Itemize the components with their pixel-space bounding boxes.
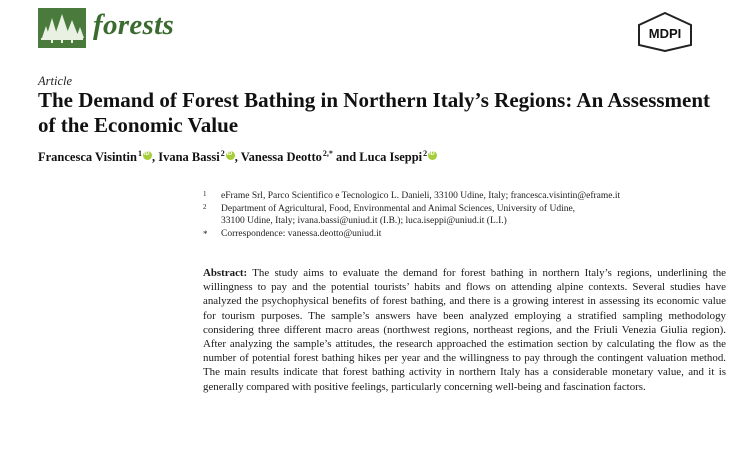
affiliation-text: 33100 Udine, Italy; ivana.bassi@uniud.it (I.B.); luca.iseppi@uniud.it (L.I.) (221, 216, 507, 226)
author-name[interactable]: Luca Iseppi (359, 150, 423, 164)
affiliation-item (203, 203, 723, 228)
correspondence-mark: * (203, 228, 208, 239)
affiliation-item (203, 190, 723, 203)
correspondence-item (203, 228, 723, 241)
affiliation-number: 2 (203, 202, 207, 211)
author-list (38, 149, 718, 165)
author-name[interactable]: Francesca Visintin (38, 150, 137, 164)
affiliation-mark: 1 (137, 149, 142, 158)
author-separator: and (332, 150, 360, 164)
journal-name[interactable]: forests (93, 9, 175, 41)
article-title: The Demand of Forest Bathing in Northern Italy’s Regions: An Assessment of the Economic Value (38, 88, 711, 137)
abstract (203, 266, 726, 394)
orcid-icon[interactable] (428, 151, 437, 160)
forest-trees-logo-icon (38, 8, 86, 48)
author-name[interactable]: Vanessa Deotto (240, 150, 322, 164)
abstract-label: Abstract: (203, 267, 248, 279)
affiliations (203, 190, 723, 240)
affiliation-mark: 2 (423, 149, 428, 158)
affiliation-text: Department of Agricultural, Food, Environmental and Animal Sciences, University of Udine, (221, 203, 576, 214)
journal-header (0, 0, 740, 60)
affiliation-mark: 2,* (322, 149, 333, 158)
affiliation-mark: 2 (220, 149, 225, 158)
author-separator: , (234, 150, 241, 164)
svg-text:MDPI: MDPI (648, 26, 682, 41)
author-separator: , (151, 150, 159, 164)
orcid-icon[interactable] (143, 151, 152, 160)
mdpi-logo[interactable] (636, 12, 694, 52)
correspondence-text: Correspondence: vanessa.deotto@uniud.it (221, 228, 382, 239)
author-name[interactable]: Ivana Bassi (158, 150, 220, 164)
orcid-icon[interactable] (226, 151, 235, 160)
abstract-text: The study aims to evaluate the demand for forest bathing in northern Italy’s regions, underlining the willingness to pay and the potential tourists’ habits and flows on attending alpine contexts. Several studies have analyzed the psychophysical benefits of forest bathing, and there is a growing interest in assessing its economic value for tourism purposes. The sample’s answers have been analyzed employing a stratified sampling methodology considering three different macro areas (northwest regions, northeast regions, and the Friuli Venezia Giulia region). After analyzing the sample’s attitudes, the research approached the estimation section by calculating the flow as the number of potential forest bathing hikes per year and the willingness to pay through the contingent valuation method. The main results indicate that forest bathing activity in northern Italy has a considerable monetary value, and it is generally compared with positive feelings, particularly concerning well-being and fascination factors. (203, 267, 726, 393)
article-type-label: Article (38, 74, 73, 88)
affiliation-number: 1 (203, 190, 207, 198)
affiliation-text: eFrame Srl, Parco Scientifico e Tecnologico L. Danieli, 33100 Udine, Italy; francesca.visintin@eframe.it (221, 191, 621, 201)
